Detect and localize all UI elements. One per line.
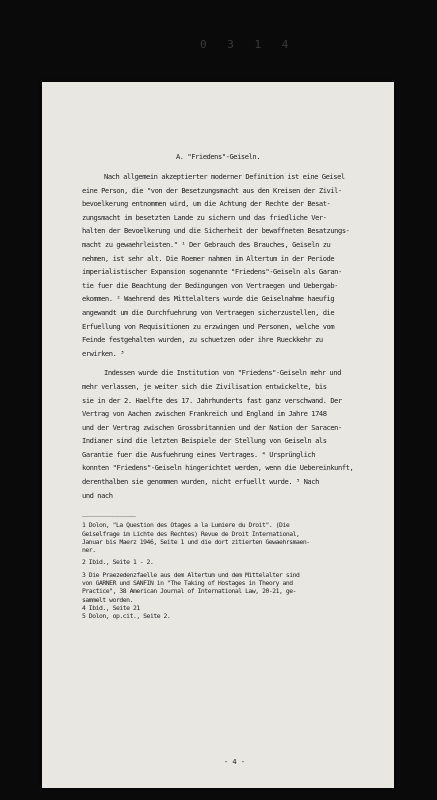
- text-line: Nach allgemein akzeptierter moderner Definition ist eine Geisel: [104, 172, 345, 181]
- footnote-line: 1 Dolon, "La Question des Otages a la Lumiere du Droit". (Die: [82, 521, 290, 530]
- footnote-line: 4 Ibid., Seite 21: [82, 603, 140, 612]
- paragraph-2: [82, 366, 374, 502]
- footnote-line: 5 Dolon, op.cit., Seite 2.: [82, 612, 171, 621]
- text-line: konnten "Friedens"-Geiseln hingerichtet werden, wenn die Uebereinkunft,: [82, 463, 354, 473]
- document-page: [42, 82, 394, 788]
- text-line: derenthalben sie genommen wurden, nicht erfuellt wurde. ⁵ Nach: [82, 477, 319, 487]
- text-line: nehmen, ist sehr alt. Die Roemer nahmen im Altertum in der Periode: [82, 253, 335, 263]
- footnote-line: 3 Die Praezedenzfaelle aus dem Altertum und dem Mittelalter sind: [82, 570, 300, 579]
- footnote-line: Januar bis Maerz 1946, Seite 1 und die dort zitierten Gewaehrsmaen-: [82, 537, 310, 546]
- text-line: Vertrag von Aachen zwischen Frankreich und England im Jahre 1748: [82, 409, 327, 419]
- footnote-line: Practice", 38 American Journal of International Law, 20-21, ge-: [82, 587, 297, 596]
- text-line: erwirken. ³: [82, 348, 125, 358]
- page-number: - 4 -: [224, 758, 246, 766]
- footnote-line: 2 Ibid., Seite 1 - 2.: [82, 558, 154, 567]
- text-line: und der Vertrag zwischen Grossbritannien und der Nation der Saracen-: [82, 422, 342, 432]
- text-line: ekommen. ² Waehrend des Mittelalters wurde die Geiselnahme haeufig: [82, 294, 335, 304]
- text-line: halten der Bevoelkerung und die Sicherheit der bewaffneten Besatzungs-: [82, 226, 350, 236]
- text-line: angewandt um die Durchfuehrung von Vertraegen sicherzustellen, die: [82, 307, 335, 317]
- text-line: eine Person, die "von der Besetzungsmacht aus den Kreisen der Zivil-: [82, 185, 342, 195]
- text-line: Garantie fuer die Ausfuehrung eines Vertrages. ⁴ Ursprünglich: [82, 449, 316, 459]
- text-line: macht zu gewaehrleisten." ¹ Der Gebrauch des Brauches, Geiseln zu: [82, 239, 331, 249]
- footnote-line: ner.: [82, 546, 96, 555]
- footnote-line: sammelt worden.: [82, 595, 133, 604]
- text-line: bevoelkerung entnommen wird, um die Achtung der Rechte der Besat-: [82, 199, 331, 209]
- text-line: imperialistischer Expansion sogenannte "Friedens"-Geiseln als Garan-: [82, 267, 342, 277]
- text-line: Erfuellung von Requisitionen zu erzwingen und Personen, welche vom: [82, 321, 335, 331]
- text-line: tie fuer die Beachtung der Bedingungen von Vertraegen und Uebergab-: [82, 280, 338, 290]
- page-content: [82, 152, 374, 621]
- footnote-separator: ______________: [82, 508, 136, 518]
- header-stamp: 0 3 1 4: [200, 38, 296, 51]
- footnotes: [82, 521, 374, 620]
- paragraph-1: [82, 170, 374, 360]
- text-line: Feinde festgehalten wurden, zu schuetzen oder ihre Rueckkehr zu: [82, 335, 323, 345]
- text-line: Indessen wurde die Institution von "Friedens"-Geiseln mehr und: [104, 368, 341, 378]
- text-line: und nach: [82, 490, 113, 500]
- footnote-line: von GARNER und SANFIN in "The Taking of Hostages in Theory and: [82, 579, 293, 588]
- text-line: sie in der 2. Haelfte des 17. Jahrhunderts fast ganz verschwand. Der: [82, 395, 342, 405]
- footnote-line: Geiselfrage im Lichte des Rechtes) Revue de Droit International,: [82, 529, 300, 538]
- section-title: A. "Friedens"-Geiseln.: [175, 152, 261, 161]
- text-line: mehr verlassen, je weiter sich die Zivilisation entwickelte, bis: [82, 381, 327, 391]
- text-line: Indianer sind die letzten Beispiele der Stellung von Geiseln als: [82, 436, 327, 446]
- text-line: zungsmacht im besetzten Lande zu sichern und das friedliche Ver-: [82, 212, 327, 222]
